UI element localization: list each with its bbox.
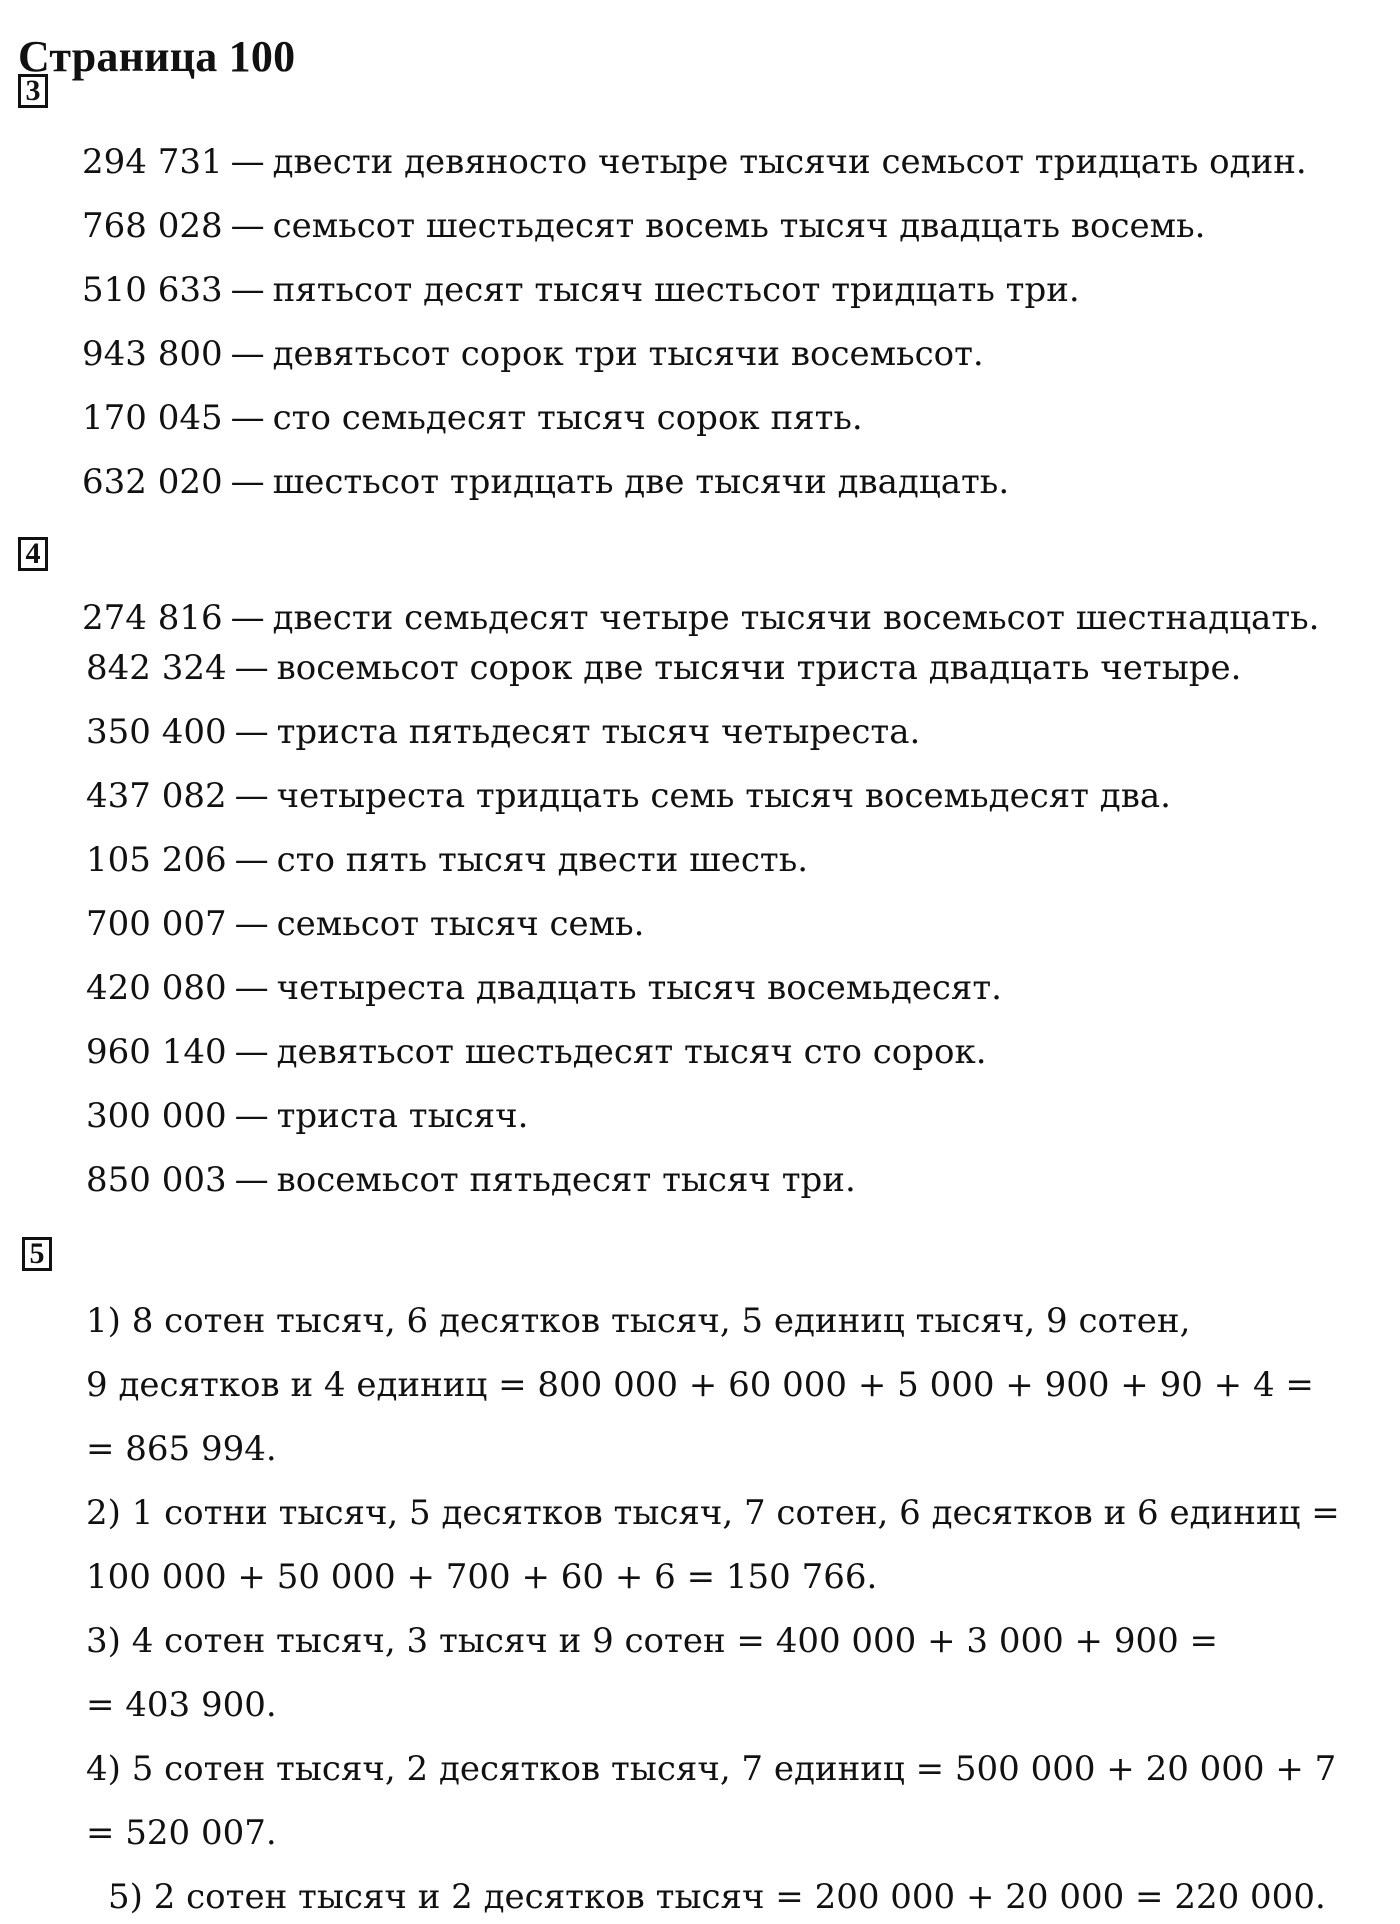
list-item (82, 206, 1205, 246)
number-value: 768 028 (82, 206, 223, 246)
number-in-words: восемьсот пятьдесят тысяч три. (276, 1160, 856, 1200)
list-item (86, 1032, 987, 1072)
dash-separator: — (234, 1032, 269, 1072)
list-item (86, 968, 1002, 1008)
dash-separator: — (234, 1096, 269, 1136)
solution-line: 5) 2 сотен тысяч и 2 десятков тысяч = 200 000 + 20 000 = 220 000. (108, 1877, 1326, 1917)
list-item (86, 840, 808, 880)
solution-line: = 520 007. (86, 1813, 277, 1853)
list-item (82, 462, 1009, 502)
dash-separator: — (230, 142, 265, 182)
dash-separator: — (234, 1160, 269, 1200)
number-in-words: семьсот тысяч семь. (276, 904, 645, 944)
solution-line: = 865 994. (86, 1429, 277, 1469)
number-value: 510 633 (82, 270, 223, 310)
number-value: 105 206 (86, 840, 227, 880)
number-in-words: двести семьдесят четыре тысячи восемьсот шестнадцать. (272, 598, 1320, 638)
dash-separator: — (230, 206, 265, 246)
solution-line: 9 десятков и 4 единиц = 800 000 + 60 000 + 5 000 + 900 + 90 + 4 = (86, 1365, 1314, 1405)
number-value: 294 731 (82, 142, 223, 182)
number-in-words: пятьсот десят тысяч шестьсот тридцать три. (272, 270, 1080, 310)
number-in-words: семьсот шестьдесят восемь тысяч двадцать восемь. (272, 206, 1206, 246)
solution-line: 100 000 + 50 000 + 700 + 60 + 6 = 150 766. (86, 1557, 878, 1597)
dash-separator: — (230, 598, 265, 638)
list-item (82, 334, 984, 374)
number-value: 350 400 (86, 712, 227, 752)
solution-line: 3) 4 сотен тысяч, 3 тысяч и 9 сотен = 400 000 + 3 000 + 900 = (86, 1621, 1219, 1661)
task-number-badge: 4 (18, 537, 48, 571)
number-value: 437 082 (86, 776, 227, 816)
number-value: 700 007 (86, 904, 227, 944)
number-value: 842 324 (86, 648, 227, 688)
list-item (82, 142, 1307, 182)
number-in-words: сто семьдесят тысяч сорок пять. (272, 398, 863, 438)
dash-separator: — (230, 334, 265, 374)
number-value: 420 080 (86, 968, 227, 1008)
list-item (86, 776, 1171, 816)
list-item (86, 904, 644, 944)
dash-separator: — (234, 776, 269, 816)
list-item (86, 1096, 528, 1136)
dash-separator: — (234, 648, 269, 688)
list-item (86, 1160, 856, 1200)
dash-separator: — (230, 270, 265, 310)
number-value: 632 020 (82, 462, 223, 502)
number-in-words: шестьсот тридцать две тысячи двадцать. (272, 462, 1010, 502)
list-item (82, 398, 863, 438)
task-number-badge: 3 (18, 74, 48, 108)
solution-line: = 403 900. (86, 1685, 277, 1725)
solution-line: 2) 1 сотни тысяч, 5 десятков тысяч, 7 сотен, 6 десятков и 6 единиц = (86, 1493, 1340, 1533)
number-in-words: восемьсот сорок две тысячи триста двадцать четыре. (276, 648, 1242, 688)
dash-separator: — (234, 968, 269, 1008)
number-in-words: двести девяносто четыре тысячи семьсот тридцать один. (272, 142, 1307, 182)
list-item (82, 598, 1319, 638)
dash-separator: — (234, 904, 269, 944)
solution-line: 1) 8 сотен тысяч, 6 десятков тысяч, 5 единиц тысяч, 9 сотен, (86, 1301, 1191, 1341)
number-in-words: сто пять тысяч двести шесть. (276, 840, 809, 880)
number-value: 170 045 (82, 398, 223, 438)
dash-separator: — (234, 712, 269, 752)
dash-separator: — (234, 840, 269, 880)
dash-separator: — (230, 398, 265, 438)
number-value: 300 000 (86, 1096, 227, 1136)
number-in-words: триста тысяч. (276, 1096, 529, 1136)
list-item (86, 648, 1241, 688)
number-value: 850 003 (86, 1160, 227, 1200)
number-in-words: триста пятьдесят тысяч четыреста. (276, 712, 921, 752)
number-value: 274 816 (82, 598, 223, 638)
task-number-badge: 5 (22, 1237, 52, 1271)
page-title: Страница 100 (18, 32, 296, 82)
number-in-words: девятьсот шестьдесят тысяч сто сорок. (276, 1032, 987, 1072)
number-value: 943 800 (82, 334, 223, 374)
number-in-words: четыреста двадцать тысяч восемьдесят. (276, 968, 1002, 1008)
number-in-words: четыреста тридцать семь тысяч восемьдесят два. (276, 776, 1171, 816)
list-item (86, 712, 920, 752)
number-in-words: девятьсот сорок три тысячи восемьсот. (272, 334, 984, 374)
solution-line: 4) 5 сотен тысяч, 2 десятков тысяч, 7 единиц = 500 000 + 20 000 + 7 (86, 1749, 1337, 1789)
number-value: 960 140 (86, 1032, 227, 1072)
list-item (82, 270, 1080, 310)
dash-separator: — (230, 462, 265, 502)
